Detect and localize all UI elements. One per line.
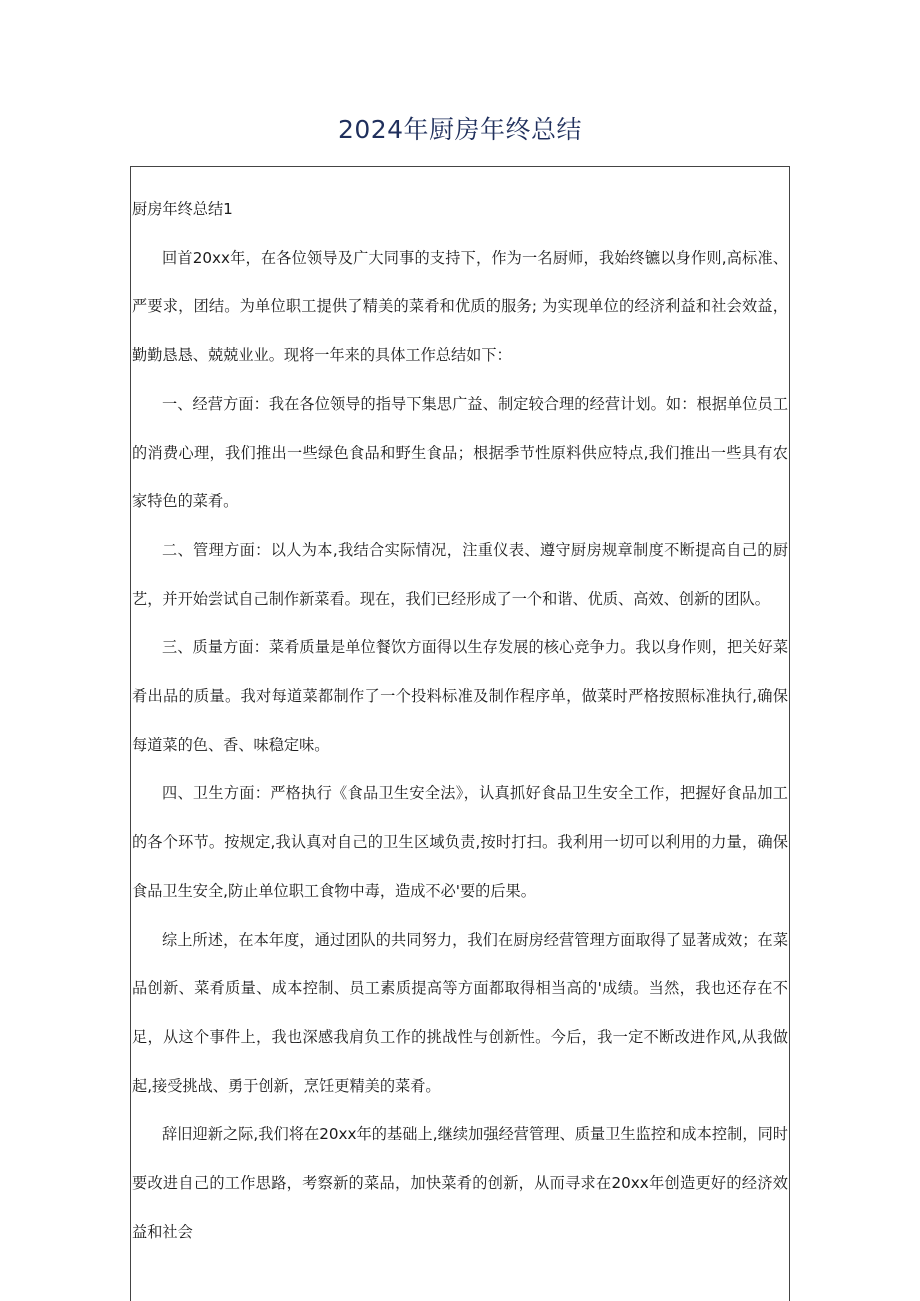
document-body [132, 185, 788, 1256]
paragraph-operations: 一、经营方面：我在各位领导的指导下集思广益、制定较合理的经营计划。如：根据单位员工的消费心理，我们推出一些绿色食品和野生食品；根据季节性原料供应特点,我们推出一些具有农家特色的菜肴。 [132, 394, 788, 511]
document-title: 2024年厨房年终总结 [337, 115, 583, 144]
paragraph-management: 二、管理方面：以人为本,我结合实际情况，注重仪表、遵守厨房规章制度不断提高自己的厨艺，并开始尝试自己制作新菜看。现在，我们已经形成了一个和谐、优质、高效、创新的团队。 [132, 540, 788, 608]
paragraph-hygiene: 四、卫生方面：严格执行《食品卫生安全法》，认真抓好食品卫生安全工作，把握好食品加工的各个环节。按规定,我认真对自己的卫生区域负责,按时打扫。我利用一切可以利用的力量，确保食品卫生安全,防止单位职工食物中毒，造成不必'要的后果。 [132, 784, 788, 900]
paragraph-quality: 三、质量方面：菜肴质量是单位餐饮方面得以生存发展的核心竞争力。我以身作则，把关好菜肴出品的质量。我对每道菜都制作了一个投料标准及制作程序单，做菜时严格按照标准执行,确保每道菜的色、香、味稳定味。 [132, 638, 788, 754]
paragraph-intro: 回首20xx年，在各位领导及广大同事的支持下，作为一名厨师，我始终镳以身作则,高标准、严要求，团结。为单位职工提供了精美的菜肴和优质的服务; 为实现单位的经济利益和社会效益，勤勤恳恳、兢兢业业。现将一年来的具体工作总结如下： [132, 248, 788, 365]
paragraph-summary: 综上所述，在本年度，通过团队的共同努力，我们在厨房经营管理方面取得了显著成效；在菜品创新、菜肴质量、成本控制、员工素质提高等方面都取得相当高的'成绩。当然，我也还存在不足，从这个事件上，我也深感我肩负工作的挑战性与创新性。今后，我一定不断改进作风,从我做起,接受挑战、勇于创新，烹饪更精美的菜肴。 [132, 930, 788, 1095]
paragraph-outlook: 辞旧迎新之际,我们将在20xx年的基础上,继续加强经营管理、质量卫生监控和成本控制，同时要改进自己的工作思路，考察新的菜品，加快菜肴的创新，从而寻求在20xx年创造更好的经济效益和社会 [132, 1125, 788, 1241]
section-heading: 厨房年终总结1 [132, 200, 233, 218]
